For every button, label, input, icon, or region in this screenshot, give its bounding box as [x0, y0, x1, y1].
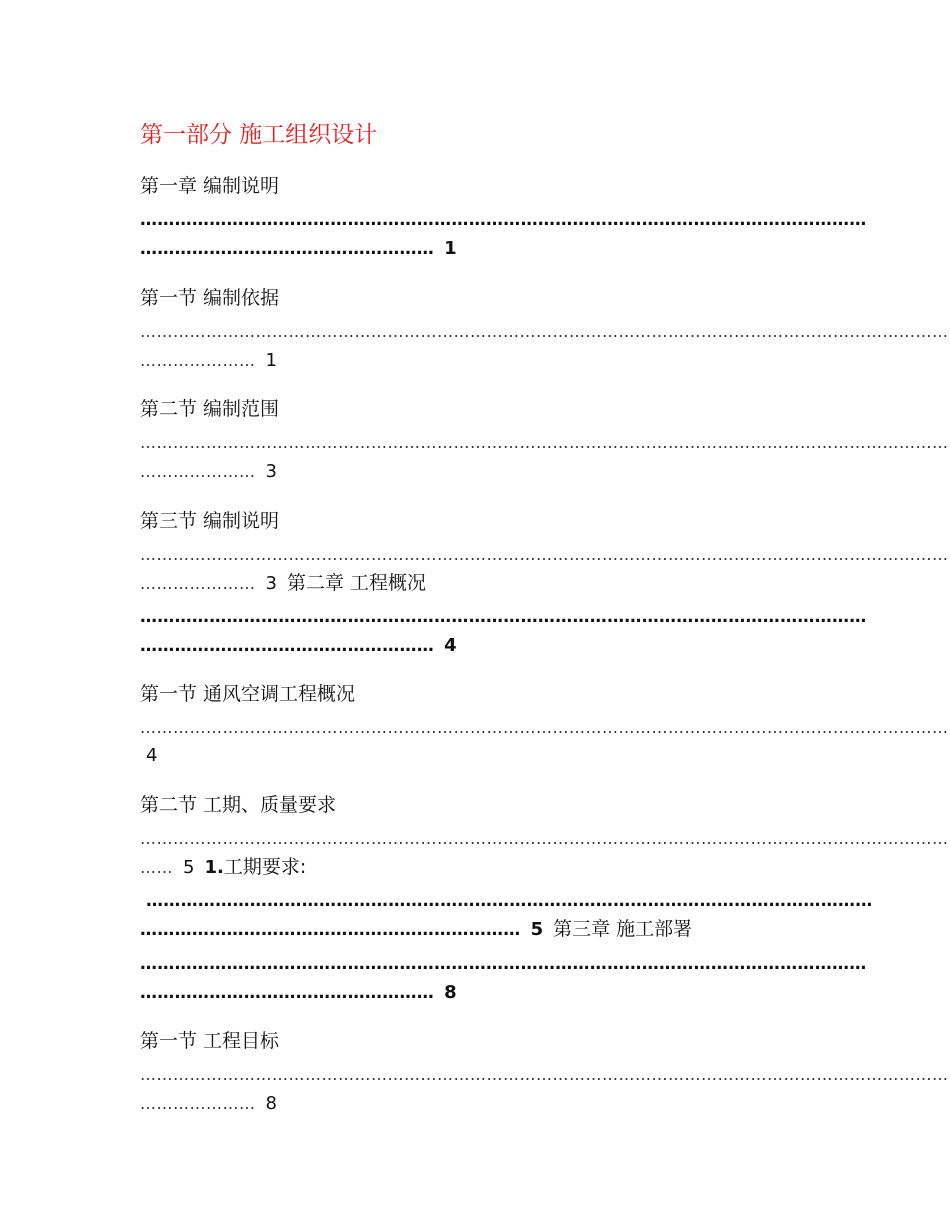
toc-leader: ………………………………………………………………………………………………………………………………… [140, 1065, 949, 1084]
toc-page-number: 3 [265, 461, 277, 482]
toc-entry-tail [140, 1091, 277, 1116]
toc-entry-tail [140, 633, 457, 658]
toc-section-heading[interactable]: 第一节 通风空调工程概况 [140, 683, 356, 705]
toc-chapter-1-heading[interactable]: 第一章 编制说明 [140, 175, 280, 197]
toc-item-number: 1. [204, 857, 224, 878]
toc-leader: ………………………………………………………………………………………………………………………………… [140, 545, 949, 564]
toc-entry-tail [140, 980, 457, 1005]
toc-entry-tail [140, 236, 457, 261]
toc-entry-tail [140, 571, 426, 596]
toc-leader: …………………………………………… [140, 983, 435, 1003]
toc-section-heading[interactable]: 第一节 工程目标 [140, 1030, 280, 1052]
toc-leader: ……………………………………………………………………………………………………………… [140, 607, 867, 627]
toc-page-number: 3 [265, 573, 277, 594]
toc-page-number: 8 [265, 1093, 277, 1114]
toc-leader: ………………………………………………………………………………………………………………………………… [140, 322, 949, 341]
toc-leader: ………………………………………………………………………………………………………………………………… [140, 433, 949, 452]
toc-chapter-3-heading[interactable]: 第三章 施工部署 [553, 918, 693, 940]
toc-leader: ………………… [140, 351, 256, 370]
toc-chapter-2-heading[interactable]: 第二章 工程概况 [286, 572, 426, 594]
toc-entry-tail [140, 855, 306, 880]
part-title: 第一部分 施工组织设计 [140, 122, 378, 148]
toc-leader: ………………… [140, 1094, 256, 1113]
toc-leader: …………………………………………… [140, 239, 435, 259]
toc-page-number: 5 [530, 919, 544, 940]
toc-entry-tail [140, 917, 692, 942]
toc-page-number: 5 [183, 857, 195, 878]
toc-leader: ………………… [140, 574, 256, 593]
toc-leader: ……………………………………………………………………………………………………………… [140, 210, 867, 230]
toc-page-number: 1 [444, 238, 457, 259]
toc-section-heading[interactable]: 第二节 编制范围 [140, 398, 280, 420]
toc-page-number: 4 [146, 745, 158, 766]
toc-page-number: 1 [265, 350, 277, 371]
toc-entry-tail [140, 459, 277, 484]
toc-leader: ………………… [140, 462, 256, 481]
toc-leader: …………………………………………… [140, 636, 435, 656]
toc-entry-tail [140, 348, 277, 373]
toc-page-number: 8 [444, 982, 457, 1003]
toc-leader: ………………………………………………………… [140, 920, 521, 940]
toc-leader: ……………………………………………………………………………………………………………… [140, 954, 867, 974]
toc-leader: ……………………………………………………………………………………………………………… [146, 891, 873, 911]
toc-section-heading[interactable]: 第三节 编制说明 [140, 510, 280, 532]
toc-item-heading[interactable]: 工期要求: [223, 856, 307, 878]
toc-leader: …… [140, 858, 173, 877]
toc-leader: ………………………………………………………………………………………………………………………………… [140, 718, 949, 737]
toc-page-number: 4 [444, 635, 457, 656]
toc-section-heading[interactable]: 第二节 工期、质量要求 [140, 794, 337, 816]
toc-section-heading[interactable]: 第一节 编制依据 [140, 287, 280, 309]
toc-leader: ………………………………………………………………………………………………………………………………… [140, 829, 949, 848]
